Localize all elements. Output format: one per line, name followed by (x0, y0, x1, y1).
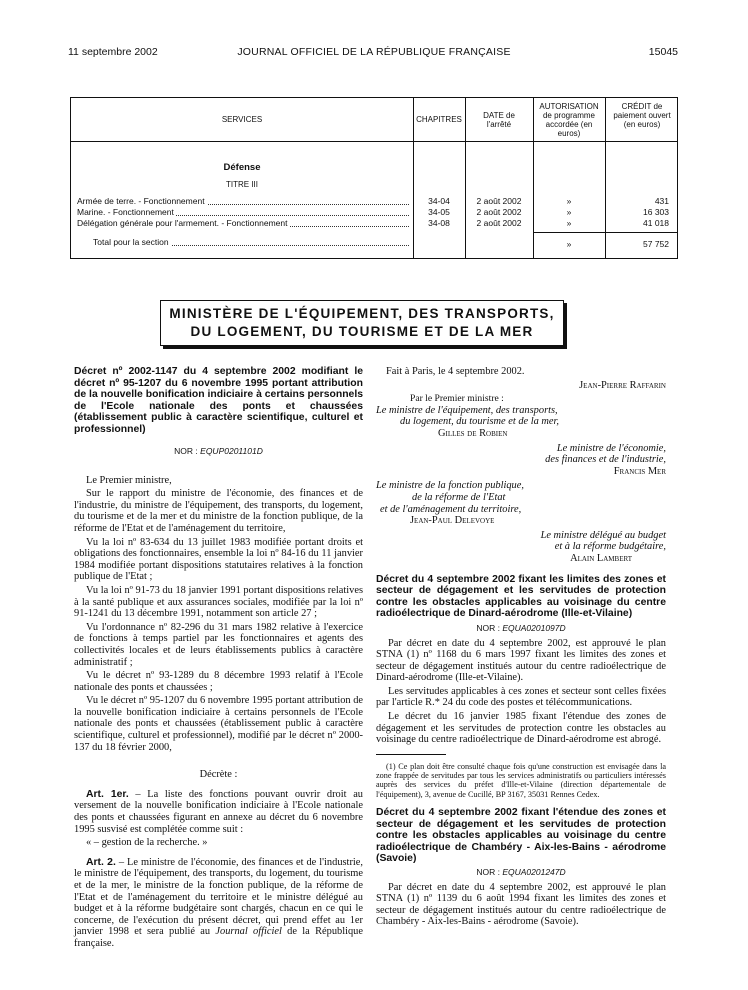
minister-title: Le ministre de l'équipement, des transports, du logement, du tourisme et de la mer, (376, 404, 560, 428)
nor-reference: NOR : EQUA0201097D (476, 622, 566, 633)
par-le-premier-ministre: Par le Premier ministre : (410, 393, 504, 405)
minister-title: Le ministre de l'économie, des finances et de l'industrie, (545, 442, 666, 466)
header-date: DATE de l'arrêté (483, 111, 515, 129)
nor-reference: NOR : EQUA0201247D (476, 866, 566, 877)
row-autorisation: » (566, 196, 572, 206)
row-credit: 431 (654, 196, 669, 206)
article-2: Art. 2. – Le ministre de l'économie, des finances et de l'industrie, le ministre de l'équipement, des transports, du logement, du tourisme et de la mer, le ministre de la fonction publique, de la réforme de l'Etat et de l'aménagement du territoire et le ministre délégué au budget et à la réforme budgétaire sont chargés, chacun en ce qui le concerne, de l'exécution du présent décret, qui prend effet au 1er janvier 1998 et sera publié au Journal officiel de la République française. (74, 856, 363, 949)
paragraph: Vu le décret nº 93-1289 du 8 décembre 1993 relatif à l'Ecole nationale des ponts et chaussées ; (74, 670, 363, 693)
paragraph: Vu le décret nº 95-1207 du 6 novembre 1995 portant attribution de la nouvelle bonification indiciaire à certains personnels de l'Ecole nationale des ponts et chaussées (établissement public à caractère scientifique, culturel et professionnel), modifié par le décret nº 2000-137 du 18 février 2000, (74, 695, 364, 753)
page-number: 15045 (648, 46, 678, 58)
row-service: Armée de terre. - Fonctionnement (77, 196, 205, 206)
section-title: Défense (223, 162, 261, 173)
article-1-item: « – gestion de la recherche. » (86, 837, 208, 849)
row-service: Délégation générale pour l'armement. - Fonctionnement (77, 218, 288, 228)
paragraph: Vu l'ordonnance nº 82-296 du 31 mars 1982 relative à l'exercice de fonctions à temps partiel par les fonctionnaires et agents des collectivités locales et de leurs établissements publics à caractère administratif ; (74, 621, 363, 668)
ministry-heading (160, 300, 564, 346)
row-date: 2 août 2002 (476, 207, 522, 217)
decret-title: Décret du 4 septembre 2002 fixant l'étendue des zones et secteur de dégagement et les servitudes de protection contre les obstacles applicables au voisinage du centre radioélectrique de Chambéry - Aix-les-Bains - aérodrome (Savoie) (376, 807, 666, 865)
total-credit: 57 752 (643, 239, 669, 249)
minister-title: Le ministre délégué au budget et à la réforme budgétaire, (540, 529, 666, 553)
decret-title: Décret nº 2002-1147 du 4 septembre 2002 modifiant le décret nº 95-1207 du 6 novembre 1995 portant attribution de la nouvelle bonification indiciaire à certains personnels de l'Ecole nationale des ponts et chaussées (établissement public à caractère scientifique, culturel et professionnel) (74, 366, 363, 435)
row-date: 2 août 2002 (476, 196, 522, 206)
signatory-name: Jean-Paul Delevoye (410, 515, 495, 527)
section-subtitle: TITRE III (226, 180, 258, 189)
signatory-name: Jean-Pierre Raffarin (579, 379, 666, 391)
row-credit: 16 303 (643, 207, 669, 217)
row-autorisation: » (566, 218, 572, 228)
paragraph: Vu la loi nº 91-73 du 18 janvier 1991 portant dispositions relatives à la santé publique et aux assurances sociales, modifiée par la loi nº 91-1241 du 13 décembre 1991, notamment son article 27 ; (74, 584, 363, 620)
row-autorisation: » (566, 207, 572, 217)
header-credit: CRÉDIT de paiement ouvert (en euros) (613, 102, 671, 129)
nor-code: EQUA0201247D (502, 866, 566, 877)
minister-title: Le ministre de la fonction publique, de la réforme de l'Etat et de l'aménagement du territoire, (376, 480, 524, 515)
budget-table (70, 97, 678, 259)
signatory-name: Gilles de Robien (438, 427, 508, 439)
footnote: (1) Ce plan doit être consulté chaque fois qu'une construction est envisagée dans la zone frappée de servitudes par tous les services administratifs ou particuliers intéressés auprès des services du préfet d'Ille-et-Vilaine (direction départementale de l'équipement), 3, avenue de Cucillé, BP 3167, 35031 Rennes Cedex. (376, 761, 666, 799)
paragraph: Le Premier ministre, (86, 474, 172, 486)
issue-date: 11 septembre 2002 (68, 46, 158, 58)
fait-a-paris: Fait à Paris, le 4 septembre 2002. (386, 366, 525, 377)
row-credit: 41 018 (643, 218, 669, 228)
row-service: Marine. - Fonctionnement (77, 207, 174, 217)
journal-title: JOURNAL OFFICIEL DE LA RÉPUBLIQUE FRANÇAISE (237, 46, 511, 58)
decret-title: Décret du 4 septembre 2002 fixant les limites des zones et secteur de dégagement et les servitudes de protection contre les obstacles applicables au voisinage du centre radioélectrique de Dinard-aérodrome (Ille-et-Vilaine) (376, 573, 666, 619)
paragraph: Les servitudes applicables à ces zones et secteur sont celles fixées par l'article R.* 24 du code des postes et télécommunications. (376, 685, 666, 709)
decrete: Décrète : (199, 769, 238, 781)
header-chapitres: CHAPITRES (416, 115, 462, 124)
header-autorisation: AUTORISATION de programme accordée (en euros) (539, 102, 599, 138)
total-label: Total pour la section (93, 237, 169, 247)
right-column (376, 366, 666, 930)
nor-code: EQUP0201101D (200, 446, 263, 456)
row-chapitre: 34-05 (428, 207, 450, 217)
ministry-line-2: DU LOGEMENT, DU TOURISME ET DE LA MER (190, 324, 534, 339)
footnote-rule (376, 754, 446, 755)
row-date: 2 août 2002 (476, 218, 522, 228)
left-column (74, 366, 363, 952)
nor-code: EQUA0201097D (502, 622, 566, 633)
paragraph: Le décret du 16 janvier 1985 fixant l'étendue des zones de dégagement et les servitudes de protection contre les obstacles au voisinage du centre radioélectrique de Dinard-aérodrome est abrogé. (376, 711, 666, 746)
total-autorisation: » (566, 239, 572, 249)
signatory-name: Francis Mer (613, 465, 666, 477)
paragraph: Vu la loi nº 83-634 du 13 juillet 1983 modifiée portant droits et obligations des fonctionnaires, ensemble la loi nº 84-16 du 11 janvier 1984 modifiée portant dispositions statutaires relatives à la fonction publique de l'Etat ; (74, 536, 363, 583)
ministry-line-1: MINISTÈRE DE L'ÉQUIPEMENT, DES TRANSPORTS, (169, 306, 555, 321)
nor-reference: NOR : EQUP0201101D (174, 446, 263, 456)
header-services: SERVICES (221, 115, 263, 124)
paragraph: Par décret en date du 4 septembre 2002, est approuvé le plan STNA (1) nº 1168 du 6 mars 1997 fixant les limites des zones et secteur de dégagement institués autour du centre radioélectrique de Dinard-aérodrome (Ille-et-Vilaine). (376, 637, 666, 684)
paragraph: Par décret en date du 4 septembre 2002, est approuvé le plan STNA (1) nº 1139 du 6 août 1994 fixant les limites des zones et secteur de dégagement institués autour du centre radioélectrique de Chambéry - Aix-les-Bains - aérodrome (Savoie). (376, 881, 666, 928)
row-chapitre: 34-04 (428, 196, 450, 206)
article-1: Art. 1er. – La liste des fonctions pouvant ouvrir droit au versement de la nouvelle bonification indiciaire à l'Ecole nationale des ponts et chaussées figurant en annexe au décret du 6 novembre 1995 susvisé est complétée comme suit : (74, 788, 363, 835)
signatory-name: Alain Lambert (570, 552, 632, 564)
row-chapitre: 34-08 (428, 218, 450, 228)
paragraph: Sur le rapport du ministre de l'économie, des finances et de l'industrie, du ministre de l'équipement, des transports, du logement, du tourisme et de la mer et du ministre de la fonction publique, de la réforme de l'Etat et de l'aménagement du territoire, (74, 488, 363, 534)
